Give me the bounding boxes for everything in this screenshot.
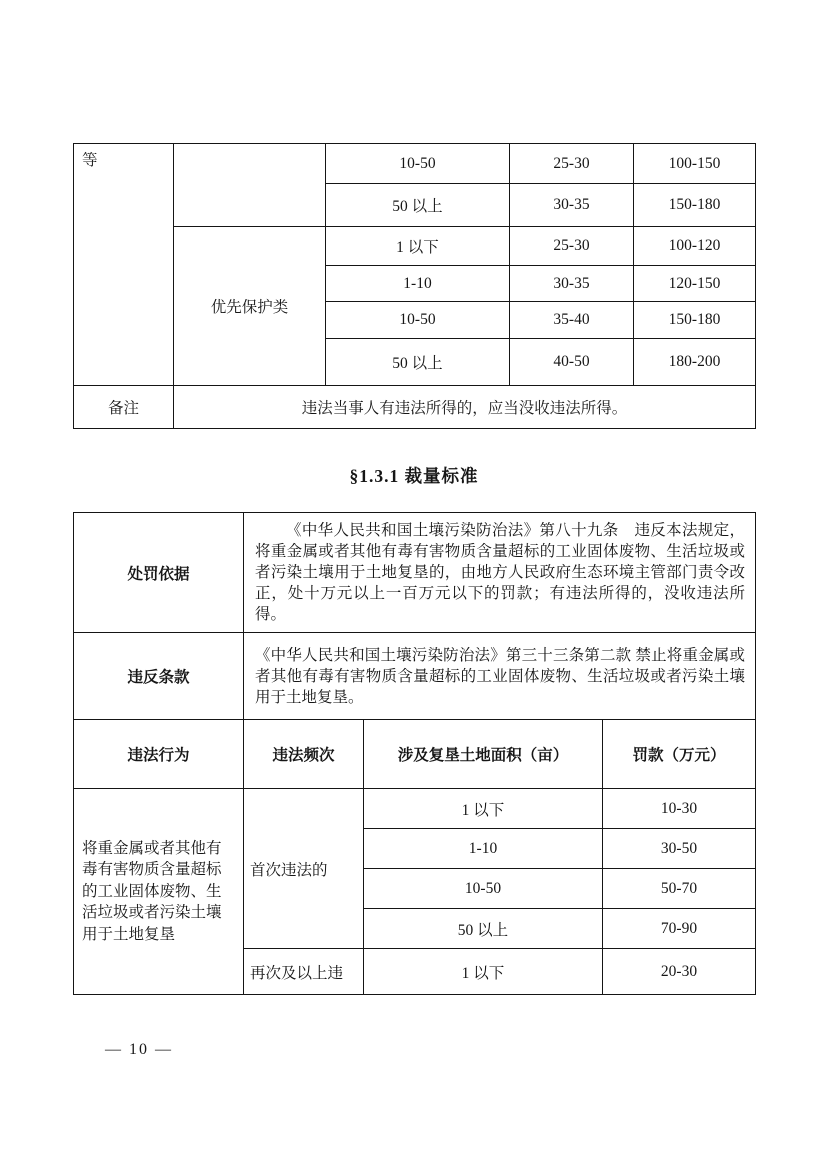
subcategory-cell: 优先保护类 — [174, 227, 326, 386]
fine-cell: 30-50 — [603, 829, 756, 869]
remark-text-cell: 违法当事人有违法所得的，应当没收违法所得。 — [174, 386, 756, 429]
table-row — [74, 144, 756, 184]
column-header-behavior: 违法行为 — [74, 720, 244, 789]
area-cell: 50 以上 — [326, 339, 510, 386]
fine-cell: 100-150 — [634, 144, 756, 184]
area-cell: 1-10 — [364, 829, 603, 869]
clause-text-cell: 《中华人民共和国土壤污染防治法》第三十三条第二款 禁止将重金属或者其他有毒有害物质含量超标的工业固体废物、生活垃圾或者污染土壤用于土地复垦。 — [244, 633, 756, 720]
section-heading: §1.3.1 裁量标准 — [349, 466, 479, 486]
fine-cell: 100-120 — [634, 227, 756, 266]
column-header-fine: 罚款（万元） — [603, 720, 756, 789]
behavior-cell: 将重金属或者其他有毒有害物质含量超标的工业固体废物、生活垃圾或者污染土壤用于土地复垦 — [74, 789, 244, 995]
area-cell: 50 以上 — [364, 909, 603, 949]
discretion-cell: 30-35 — [510, 266, 634, 302]
frequency-repeat-cell: 再次及以上违 — [244, 949, 364, 995]
header-row — [74, 720, 756, 789]
fine-cell: 10-30 — [603, 789, 756, 829]
discretion-cell: 25-30 — [510, 227, 634, 266]
penalty-range-table — [73, 143, 756, 429]
remark-row — [74, 386, 756, 429]
fine-cell: 150-180 — [634, 302, 756, 339]
area-cell: 1-10 — [326, 266, 510, 302]
area-cell: 50 以上 — [326, 184, 510, 227]
basis-label-cell: 处罚依据 — [74, 513, 244, 633]
clause-row — [74, 633, 756, 720]
basis-row — [74, 513, 756, 633]
area-cell: 10-50 — [326, 144, 510, 184]
column-header-frequency: 违法频次 — [244, 720, 364, 789]
discretion-cell: 30-35 — [510, 184, 634, 227]
area-cell: 10-50 — [326, 302, 510, 339]
area-cell: 10-50 — [364, 869, 603, 909]
table-row — [74, 227, 756, 266]
discretion-cell: 25-30 — [510, 144, 634, 184]
discretion-cell: 35-40 — [510, 302, 634, 339]
fine-cell: 20-30 — [603, 949, 756, 995]
frequency-first-cell: 首次违法的 — [244, 789, 364, 949]
fine-cell: 150-180 — [634, 184, 756, 227]
category-continuation-cell: 等 — [74, 144, 174, 386]
subcategory-empty-cell — [174, 144, 326, 227]
remark-label-cell: 备注 — [74, 386, 174, 429]
area-cell: 1 以下 — [326, 227, 510, 266]
fine-cell: 120-150 — [634, 266, 756, 302]
discretion-standard-table — [73, 512, 756, 995]
table-row — [74, 789, 756, 829]
fine-cell: 50-70 — [603, 869, 756, 909]
clause-label-cell: 违反条款 — [74, 633, 244, 720]
area-cell: 1 以下 — [364, 789, 603, 829]
fine-cell: 70-90 — [603, 909, 756, 949]
column-header-area: 涉及复垦土地面积（亩） — [364, 720, 603, 789]
discretion-cell: 40-50 — [510, 339, 634, 386]
page-number: — 10 — — [105, 1041, 173, 1058]
fine-cell: 180-200 — [634, 339, 756, 386]
basis-text-cell: 《中华人民共和国土壤污染防治法》第八十九条 违反本法规定，将重金属或者其他有毒有害物质含量超标的工业固体废物、生活垃圾或者污染土壤用于土地复垦的，由地方人民政府生态环境主管部门责令改正，处十万元以上一百万元以下的罚款；有违法所得的，没收违法所得。 — [244, 513, 756, 633]
area-cell: 1 以下 — [364, 949, 603, 995]
